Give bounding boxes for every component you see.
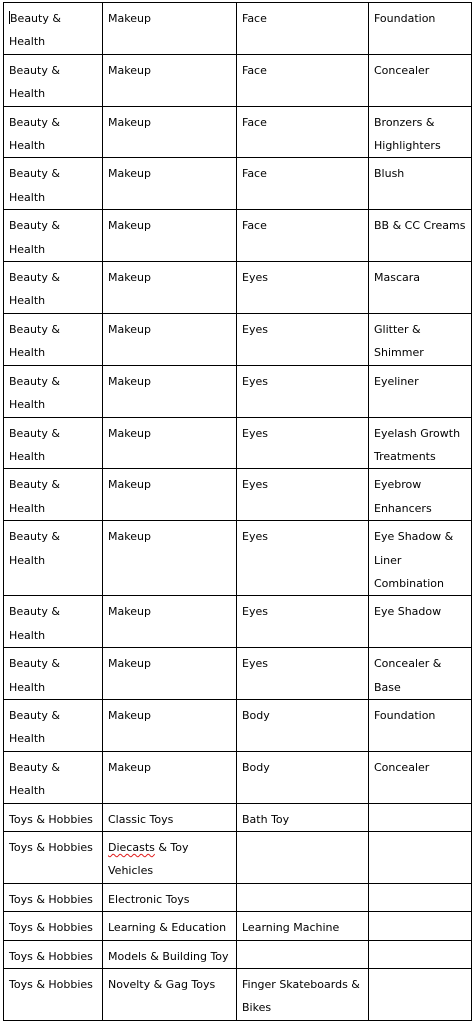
table-row	[4, 648, 472, 700]
cell-item[interactable]	[369, 803, 472, 831]
cell-item[interactable]: Eye Shadow & Liner Combination	[369, 521, 472, 596]
cell-item[interactable]: Concealer	[369, 751, 472, 803]
cell-category[interactable]: Toys & Hobbies	[4, 940, 103, 968]
cell-type[interactable]: Face	[237, 210, 369, 262]
cell-item[interactable]	[369, 832, 472, 884]
table-row	[4, 469, 472, 521]
cell-category[interactable]: Beauty & Health	[4, 262, 103, 314]
table-row	[4, 158, 472, 210]
cell-category[interactable]: Toys & Hobbies	[4, 969, 103, 1021]
spellcheck-flagged-word[interactable]: Diecasts	[108, 841, 155, 854]
cell-type[interactable]: Eyes	[237, 417, 369, 469]
table-row	[4, 3, 472, 55]
subcategory-remainder: & Toy Vehicles	[108, 841, 189, 878]
table-row	[4, 313, 472, 365]
cell-type[interactable]: Eyes	[237, 596, 369, 648]
cell-category[interactable]: Beauty & Health	[4, 3, 103, 55]
cell-item[interactable]: Bronzers & Highlighters	[369, 106, 472, 158]
cell-type[interactable]: Face	[237, 3, 369, 55]
cell-type[interactable]: Eyes	[237, 521, 369, 596]
cell-category[interactable]: Beauty & Health	[4, 106, 103, 158]
cell-category[interactable]: Beauty & Health	[4, 210, 103, 262]
cell-item[interactable]: Blush	[369, 158, 472, 210]
cell-category[interactable]: Beauty & Health	[4, 648, 103, 700]
cell-subcategory[interactable]: Makeup	[103, 596, 237, 648]
cell-subcategory[interactable]: Makeup	[103, 158, 237, 210]
cell-item[interactable]: BB & CC Creams	[369, 210, 472, 262]
table-row	[4, 912, 472, 940]
table-row	[4, 832, 472, 884]
cell-subcategory[interactable]: Makeup	[103, 313, 237, 365]
cell-type[interactable]: Face	[237, 54, 369, 106]
cell-category[interactable]: Beauty & Health	[4, 699, 103, 751]
cell-category[interactable]: Toys & Hobbies	[4, 912, 103, 940]
cell-category[interactable]: Beauty & Health	[4, 365, 103, 417]
cell-item[interactable]: Foundation	[369, 699, 472, 751]
cell-item[interactable]: Eye Shadow	[369, 596, 472, 648]
cell-category[interactable]: Beauty & Health	[4, 596, 103, 648]
cell-subcategory[interactable]: Makeup	[103, 3, 237, 55]
cell-category[interactable]: Beauty & Health	[4, 469, 103, 521]
cell-type[interactable]: Eyes	[237, 648, 369, 700]
cell-type[interactable]: Body	[237, 699, 369, 751]
category-table	[3, 2, 472, 1021]
cell-item[interactable]	[369, 940, 472, 968]
cell-subcategory[interactable]: Novelty & Gag Toys	[103, 969, 237, 1021]
cell-subcategory[interactable]: Makeup	[103, 751, 237, 803]
cell-type[interactable]: Face	[237, 106, 369, 158]
cell-item[interactable]	[369, 969, 472, 1021]
cell-type[interactable]: Eyes	[237, 469, 369, 521]
cell-subcategory[interactable]	[103, 832, 237, 884]
table-row	[4, 803, 472, 831]
cell-subcategory[interactable]: Makeup	[103, 262, 237, 314]
table-row	[4, 106, 472, 158]
cell-subcategory[interactable]: Makeup	[103, 54, 237, 106]
table-row	[4, 940, 472, 968]
document-page	[3, 2, 472, 1021]
cell-subcategory[interactable]: Models & Building Toy	[103, 940, 237, 968]
cell-category[interactable]: Beauty & Health	[4, 417, 103, 469]
table-row	[4, 262, 472, 314]
cell-type[interactable]	[237, 832, 369, 884]
cell-subcategory[interactable]: Makeup	[103, 521, 237, 596]
cell-category[interactable]: Beauty & Health	[4, 313, 103, 365]
table-row	[4, 883, 472, 911]
cell-category[interactable]: Toys & Hobbies	[4, 883, 103, 911]
cell-subcategory[interactable]: Makeup	[103, 417, 237, 469]
cell-type[interactable]	[237, 940, 369, 968]
table-row	[4, 365, 472, 417]
table-row	[4, 521, 472, 596]
cell-subcategory[interactable]: Electronic Toys	[103, 883, 237, 911]
cell-subcategory[interactable]: Makeup	[103, 648, 237, 700]
cell-subcategory[interactable]: Makeup	[103, 699, 237, 751]
cell-type[interactable]: Finger Skateboards & Bikes	[237, 969, 369, 1021]
cell-category[interactable]: Beauty & Health	[4, 158, 103, 210]
cell-item[interactable]: Eyeliner	[369, 365, 472, 417]
category-table-body	[4, 3, 472, 1021]
cell-item[interactable]: Glitter & Shimmer	[369, 313, 472, 365]
cell-type[interactable]	[237, 883, 369, 911]
cell-type[interactable]: Body	[237, 751, 369, 803]
table-row	[4, 969, 472, 1021]
cell-subcategory[interactable]: Classic Toys	[103, 803, 237, 831]
cell-item[interactable]: Eyebrow Enhancers	[369, 469, 472, 521]
cell-item[interactable]: Concealer & Base	[369, 648, 472, 700]
table-row	[4, 417, 472, 469]
cell-subcategory[interactable]: Makeup	[103, 210, 237, 262]
table-row	[4, 210, 472, 262]
cell-item[interactable]: Mascara	[369, 262, 472, 314]
cell-subcategory[interactable]: Makeup	[103, 469, 237, 521]
cell-item[interactable]: Concealer	[369, 54, 472, 106]
table-row	[4, 751, 472, 803]
cell-type[interactable]: Learning Machine	[237, 912, 369, 940]
table-row	[4, 596, 472, 648]
cell-type[interactable]: Eyes	[237, 262, 369, 314]
cell-category[interactable]: Beauty & Health	[4, 751, 103, 803]
cell-category[interactable]: Beauty & Health	[4, 521, 103, 596]
cell-item[interactable]	[369, 883, 472, 911]
cell-type[interactable]: Eyes	[237, 313, 369, 365]
cell-category[interactable]: Toys & Hobbies	[4, 803, 103, 831]
table-row	[4, 699, 472, 751]
cell-type[interactable]: Bath Toy	[237, 803, 369, 831]
cell-subcategory[interactable]: Makeup	[103, 365, 237, 417]
cell-type[interactable]: Eyes	[237, 365, 369, 417]
cell-subcategory[interactable]: Learning & Education	[103, 912, 237, 940]
cell-item[interactable]: Eyelash Growth Treatments	[369, 417, 472, 469]
cell-item[interactable]	[369, 912, 472, 940]
cell-type[interactable]: Face	[237, 158, 369, 210]
table-row	[4, 54, 472, 106]
cell-item[interactable]: Foundation	[369, 3, 472, 55]
cell-category[interactable]: Beauty & Health	[4, 54, 103, 106]
cell-category[interactable]: Toys & Hobbies	[4, 832, 103, 884]
cell-subcategory[interactable]: Makeup	[103, 106, 237, 158]
